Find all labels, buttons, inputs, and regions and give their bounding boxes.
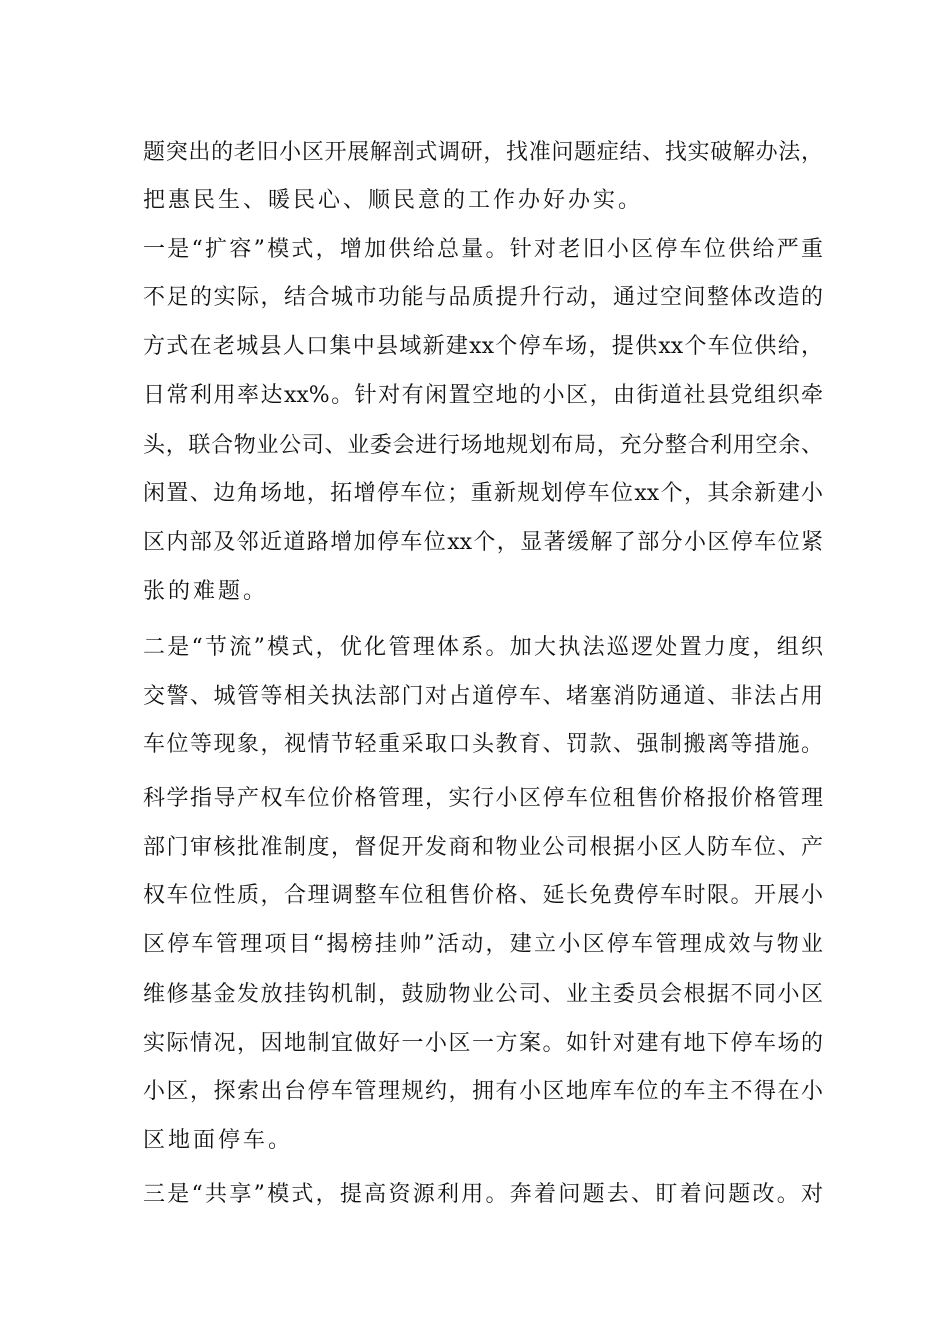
text-line: 不足的实际，结合城市功能与品质提升行动，通过空间整体改造的	[143, 285, 823, 310]
text-line: 交警、城管等相关执法部门对占道停车、堵塞消防通道、非法占用	[143, 684, 823, 709]
text-line: 小区，探索出台停车管理规约，拥有小区地库车位的车主不得在小	[143, 1079, 823, 1104]
text-line: 权车位性质，合理调整车位租售价格、延长免费停车时限。开展小	[143, 883, 823, 908]
text-line: 闲置、边角场地，拓增停车位；重新规划停车位xx个，其余新建小	[143, 481, 823, 506]
text-line: 头，联合物业公司、业委会进行场地规划布局，充分整合利用空余、	[143, 433, 823, 458]
text-line: 把惠民生、暖民心、顺民意的工作办好办实。	[143, 188, 644, 213]
text-line: 科学指导产权车位价格管理，实行小区停车位租售价格报价格管理	[143, 786, 823, 811]
text-line: 区内部及邻近道路增加停车位xx个，显著缓解了部分小区停车位紧	[143, 530, 823, 555]
text-line: 二是“节流”模式，优化管理体系。加大执法巡逻处置力度，组织	[143, 635, 823, 660]
text-line: 三是“共享”模式，提高资源利用。奔着问题去、盯着问题改。对	[143, 1182, 823, 1207]
text-line: 一是“扩容”模式，增加供给总量。针对老旧小区停车位供给严重	[143, 237, 823, 262]
text-line: 题突出的老旧小区开展解剖式调研，找准问题症结、找实破解办法，	[143, 140, 823, 165]
text-line: 维修基金发放挂钩机制，鼓励物业公司、业主委员会根据不同小区	[143, 982, 823, 1007]
text-line: 张的难题。	[143, 579, 269, 604]
text-line: 实际情况，因地制宜做好一小区一方案。如针对建有地下停车场的	[143, 1031, 823, 1056]
text-line: 日常利用率达xx%。针对有闲置空地的小区，由街道社县党组织牵	[143, 383, 823, 408]
text-line: 部门审核批准制度，督促开发商和物业公司根据小区人防车位、产	[143, 835, 823, 860]
text-line: 方式在老城县人口集中县域新建xx个停车场，提供xx个车位供给，	[143, 334, 823, 359]
text-line: 区地面停车。	[143, 1128, 294, 1153]
text-line: 区停车管理项目“揭榜挂帅”活动，建立小区停车管理成效与物业	[143, 932, 823, 957]
text-line: 车位等现象，视情节轻重采取口头教育、罚款、强制搬离等措施。	[143, 732, 823, 757]
